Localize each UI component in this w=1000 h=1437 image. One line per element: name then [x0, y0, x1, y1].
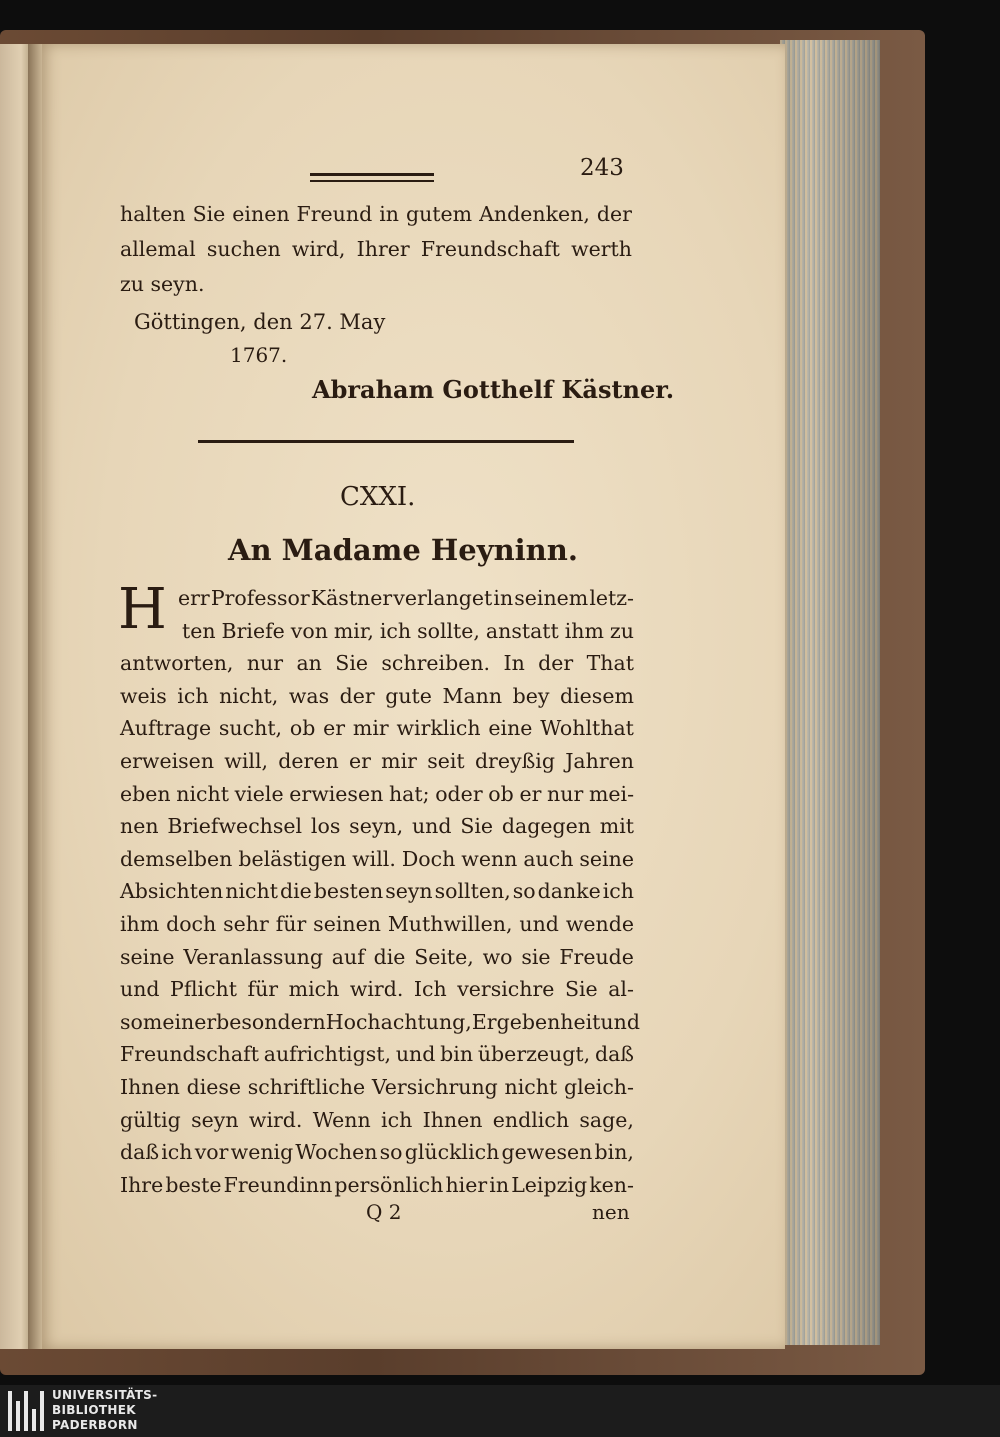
word: ich [161, 1140, 193, 1165]
word: sehr [223, 912, 269, 936]
word: besondern [216, 1009, 326, 1034]
library-logo-text: UNIVERSITÄTS- BIBLIOTHEK PADERBORN [52, 1388, 158, 1432]
word: persönlich [334, 1172, 444, 1197]
word: dagegen [501, 814, 591, 839]
word: Ihnen [120, 1075, 180, 1099]
word: werth [571, 237, 632, 261]
word: That [586, 651, 634, 676]
word: für [275, 912, 307, 936]
word: Sie [192, 202, 226, 226]
word: er [519, 781, 542, 806]
word: seine [579, 846, 634, 871]
word: mei- [588, 781, 634, 806]
word: Absichten [120, 879, 224, 904]
word: nen [120, 814, 159, 839]
word: will, [224, 749, 269, 773]
text-line [120, 912, 634, 936]
left-page-edge [0, 44, 30, 1349]
word: Kästner [310, 586, 393, 610]
text-line [120, 272, 205, 296]
word: Freund [296, 202, 373, 226]
word: aufrichtigst, [263, 1042, 391, 1067]
letter-year: 1767. [230, 343, 288, 367]
word: beste [165, 1172, 222, 1197]
word: In [503, 651, 525, 676]
word: und [519, 912, 559, 936]
word: der [538, 651, 574, 676]
word: gültig [120, 1107, 181, 1132]
word: die [373, 944, 406, 969]
word: daß [120, 1140, 160, 1165]
word: al- [608, 977, 634, 1002]
word: wende [565, 912, 634, 936]
signature-mark: Q 2 [366, 1200, 402, 1224]
word: von [290, 618, 328, 643]
word: besten [313, 879, 384, 904]
word: seinen [313, 912, 381, 936]
text-line [120, 1042, 634, 1066]
word: gutem [405, 202, 473, 226]
word: Sie [335, 651, 369, 676]
word: wird. [248, 1107, 303, 1132]
word: nicht [504, 1075, 558, 1099]
word: die [279, 879, 312, 904]
word: ihm [120, 912, 160, 936]
word: schriftliche [247, 1075, 366, 1099]
word: endlich [492, 1107, 570, 1132]
text-line [120, 814, 634, 838]
word: suchen [206, 237, 281, 261]
word: demselben [120, 846, 233, 871]
word: an [296, 651, 322, 676]
word: erweisen [120, 749, 215, 773]
word: hat; [388, 781, 430, 806]
word: schreiben. [381, 651, 491, 676]
word: Freude [559, 944, 634, 969]
word: zu seyn. [120, 272, 205, 296]
text-line [120, 977, 634, 1001]
word: daß [594, 1042, 634, 1067]
word: mit [599, 814, 634, 839]
word: diesem [560, 683, 634, 708]
word: nur [246, 651, 284, 676]
text-line [120, 879, 634, 903]
page-number: 243 [580, 155, 624, 181]
drop-cap: H [118, 577, 167, 642]
word: bin, [594, 1140, 634, 1165]
word: sollte, [417, 618, 480, 643]
word: er [323, 716, 346, 741]
word: was [288, 683, 330, 708]
word: so [120, 1009, 143, 1034]
word: Muthwillen, [387, 912, 513, 936]
word: sucht, [218, 716, 283, 741]
word: halten [120, 202, 186, 226]
word: ich [381, 1107, 413, 1132]
word: Briefe [221, 618, 285, 643]
word: ten [182, 618, 216, 643]
word: und [600, 1009, 640, 1034]
word: ich [379, 618, 412, 643]
word: nicht [176, 781, 229, 806]
text-line [120, 782, 634, 806]
word: Briefwechsel [167, 814, 303, 839]
word: Freundschaft [120, 1042, 259, 1067]
place-date: Göttingen, den 27. May [134, 310, 386, 334]
word: Wohlthat [540, 716, 634, 741]
word: seinem [514, 586, 589, 610]
text-line [120, 1173, 634, 1197]
word: wo [482, 944, 513, 969]
word: so [379, 1140, 403, 1165]
word: err [178, 586, 210, 610]
word: antworten, [120, 651, 234, 676]
word: Wochen [295, 1140, 378, 1165]
word: seyn, [349, 814, 404, 839]
word: so [512, 879, 536, 904]
word: Andenken, [479, 202, 590, 226]
word: Professor [210, 586, 310, 610]
word: allemal [120, 237, 196, 261]
word: wird, [291, 237, 346, 261]
text-line [120, 945, 634, 969]
word: sage, [579, 1107, 634, 1132]
text-line [120, 1140, 634, 1164]
word: gewesen [501, 1140, 593, 1165]
word: Sie [564, 977, 598, 1002]
word: dreyßig [474, 749, 555, 773]
word: ich [177, 683, 209, 708]
word: wird. [349, 977, 404, 1002]
word: Ihre [120, 1172, 164, 1197]
text-line [120, 1075, 634, 1099]
word: Wenn [312, 1107, 371, 1132]
word: überzeugt, [477, 1042, 591, 1067]
word: mir [352, 716, 389, 741]
word: Freundschaft [420, 237, 560, 261]
word: Hochachtung, [325, 1009, 472, 1034]
word: in [493, 586, 514, 610]
text-line [120, 684, 634, 708]
text-line [120, 749, 634, 773]
section-rule [198, 440, 574, 443]
word: wirklich [396, 716, 481, 741]
word: belästigen [238, 846, 347, 871]
word: vor [194, 1140, 229, 1165]
word: mich [288, 977, 340, 1002]
word: meiner [142, 1009, 217, 1034]
word: versichre [457, 977, 555, 1002]
word: deren [278, 749, 339, 773]
text-line [120, 237, 632, 261]
word: Ihnen [422, 1107, 483, 1132]
word: Doch [401, 846, 456, 871]
word: viele [234, 781, 284, 806]
word: Versichrung [371, 1075, 498, 1099]
word: gleich- [563, 1075, 634, 1099]
library-footer [0, 1385, 1000, 1437]
word: und [411, 814, 452, 839]
text-line [120, 202, 632, 226]
word: doch [166, 912, 217, 936]
word: seine [120, 944, 175, 969]
word: zu [609, 618, 634, 643]
word: Ich [413, 977, 447, 1002]
word: nicht, [219, 683, 279, 708]
word: anstatt [485, 618, 559, 643]
word: sollten, [434, 879, 511, 904]
word: in [489, 1172, 510, 1197]
text-line [182, 619, 634, 643]
word: ob [289, 716, 316, 741]
word: er [348, 749, 371, 773]
word: mir, [333, 618, 374, 643]
word: der [596, 202, 632, 226]
word: nicht [225, 879, 278, 904]
word: Ergebenheit [471, 1009, 601, 1034]
word: seit [427, 749, 465, 773]
word: hier [445, 1172, 488, 1197]
library-logo-icon [8, 1391, 44, 1431]
word: eben [120, 781, 171, 806]
word: Freundinn [223, 1172, 333, 1197]
word: Seite, [414, 944, 474, 969]
word: ihm [564, 618, 604, 643]
word: wenn [461, 846, 518, 871]
text-line [120, 1108, 634, 1132]
word: Mann [442, 683, 503, 708]
word: Sie [460, 814, 494, 839]
word: sie [521, 944, 551, 969]
word: los [310, 814, 341, 839]
word: bin [440, 1042, 474, 1067]
word: weis [120, 683, 167, 708]
word: mir [381, 749, 417, 773]
word: Jahren [565, 749, 634, 773]
signature: Abraham Gotthelf Kästner. [312, 375, 675, 404]
text-line [120, 847, 634, 871]
word: oder [435, 781, 483, 806]
word: verlanget [393, 586, 493, 610]
word: einen [232, 202, 290, 226]
word: ken- [589, 1172, 634, 1197]
word: will. [352, 846, 396, 871]
letter-heading: An Madame Heyninn. [228, 533, 578, 567]
word: Auftrage [120, 716, 212, 741]
word: nur [547, 781, 584, 806]
word: für [247, 977, 279, 1002]
word: erwiesen [289, 781, 384, 806]
word: diese [186, 1075, 242, 1099]
word: wenig [230, 1140, 294, 1165]
text-line [120, 1009, 640, 1034]
word: Pflicht [170, 977, 237, 1002]
word: seyn [191, 1107, 239, 1132]
word: Veranlassung [183, 944, 323, 969]
word: und [120, 977, 160, 1002]
word: ob [488, 781, 514, 806]
word: Ihrer [356, 237, 410, 261]
word: Leipzig [511, 1172, 588, 1197]
word: ich [602, 879, 634, 904]
word: in [379, 202, 399, 226]
text-line [120, 716, 634, 740]
text-line [120, 651, 634, 675]
word: glücklich [404, 1140, 500, 1165]
page-gutter [28, 44, 42, 1349]
word: bey [512, 683, 550, 708]
catchword: nen [592, 1200, 630, 1224]
word: der [339, 683, 375, 708]
header-rule [310, 173, 434, 182]
word: auch [523, 846, 574, 871]
word: seyn [385, 879, 433, 904]
word: danke [537, 879, 601, 904]
word: gute [385, 683, 432, 708]
letter-number: CXXI. [340, 482, 416, 512]
word: auf [331, 944, 365, 969]
word: eine [488, 716, 533, 741]
word: letz- [589, 586, 634, 610]
text-line [178, 586, 634, 610]
word: und [395, 1042, 436, 1067]
